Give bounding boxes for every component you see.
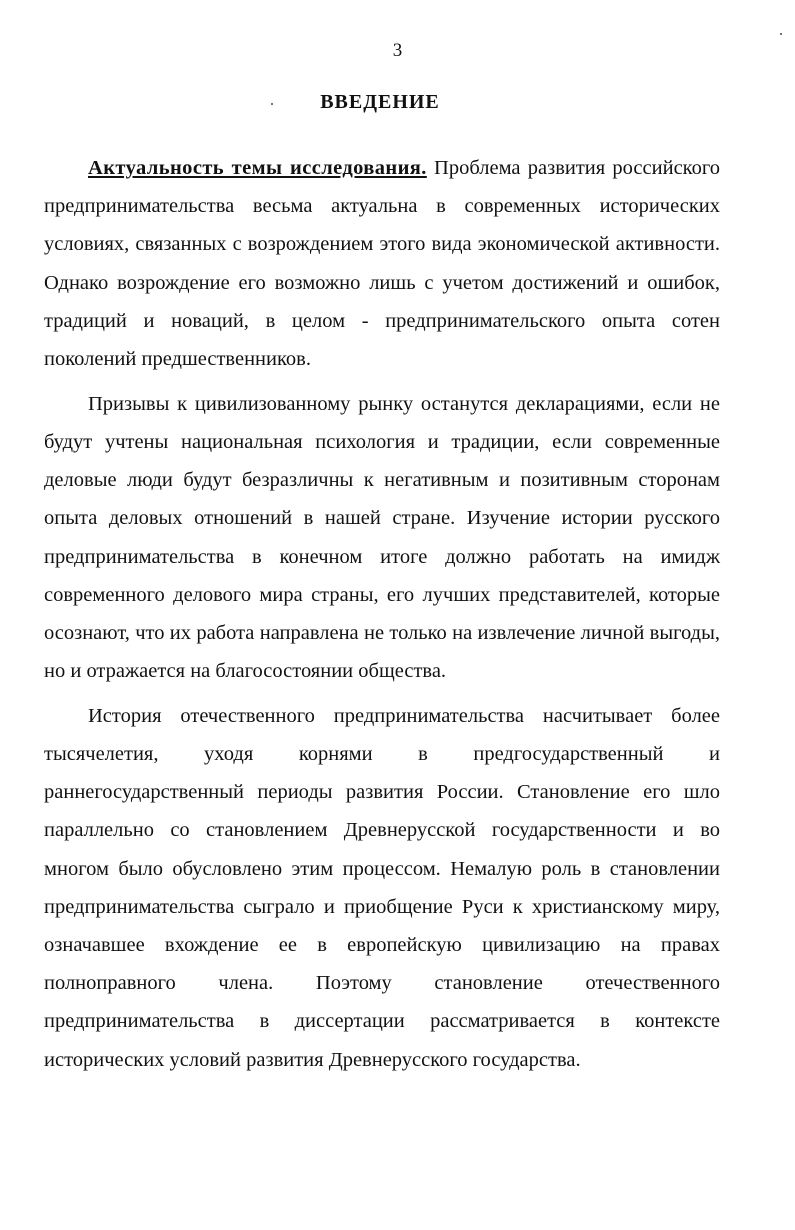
paragraph-market-calls: Призывы к цивилизованному рынку останутся декларациями, если не будут учтены национальная психология и традиции, если современные деловые люди будут безразличны к негативным и позитивным сторонам опыта деловых отношений в нашей стране. Изучение истории русского предпринимательства в конечном итоге должно работать на имидж современного делового мира страны, его лучших представителей, которые осознают, что их работа направлена не только на извлечение личной выгоды, но и отражается на благосостоянии общества. [44,392,720,683]
page-number: 3 [392,40,403,61]
section-title: ВВЕДЕНИЕ [320,91,440,113]
body-text [44,149,720,1085]
paragraph-relevance [44,149,720,378]
scan-speck [780,33,782,35]
paragraph-text: Проблема развития российского предпринимательства весьма актуальна в современных исторических условиях, связанных с возрождением этого вида экономической активности. Однако возрождение его возможно лишь с учетом достижений и ошибок, традиций и новаций, в целом - предпринимательского опыта сотен поколений предшественников. [44,157,720,371]
paragraph-history: История отечественного предпринимательства насчитывает более тысячелетия, уходя корнями в предгосударственный и раннегосударственный периоды развития России. Становление его шло параллельно со становлением Древнерусской государственности и во многом было обусловлено этим процессом. Немалую роль в становлении предпринимательства сыграло и приобщение Руси к христианскому миру, означавшее вхождение ее в европейскую цивилизацию на правах полноправного члена. Поэтому становление отечественного предпринимательства в диссертации рассматривается в контексте исторических условий развития Древнерусского государства. [44,704,720,1071]
paragraph-lead-heading: Актуальность темы исследования. [88,157,427,179]
